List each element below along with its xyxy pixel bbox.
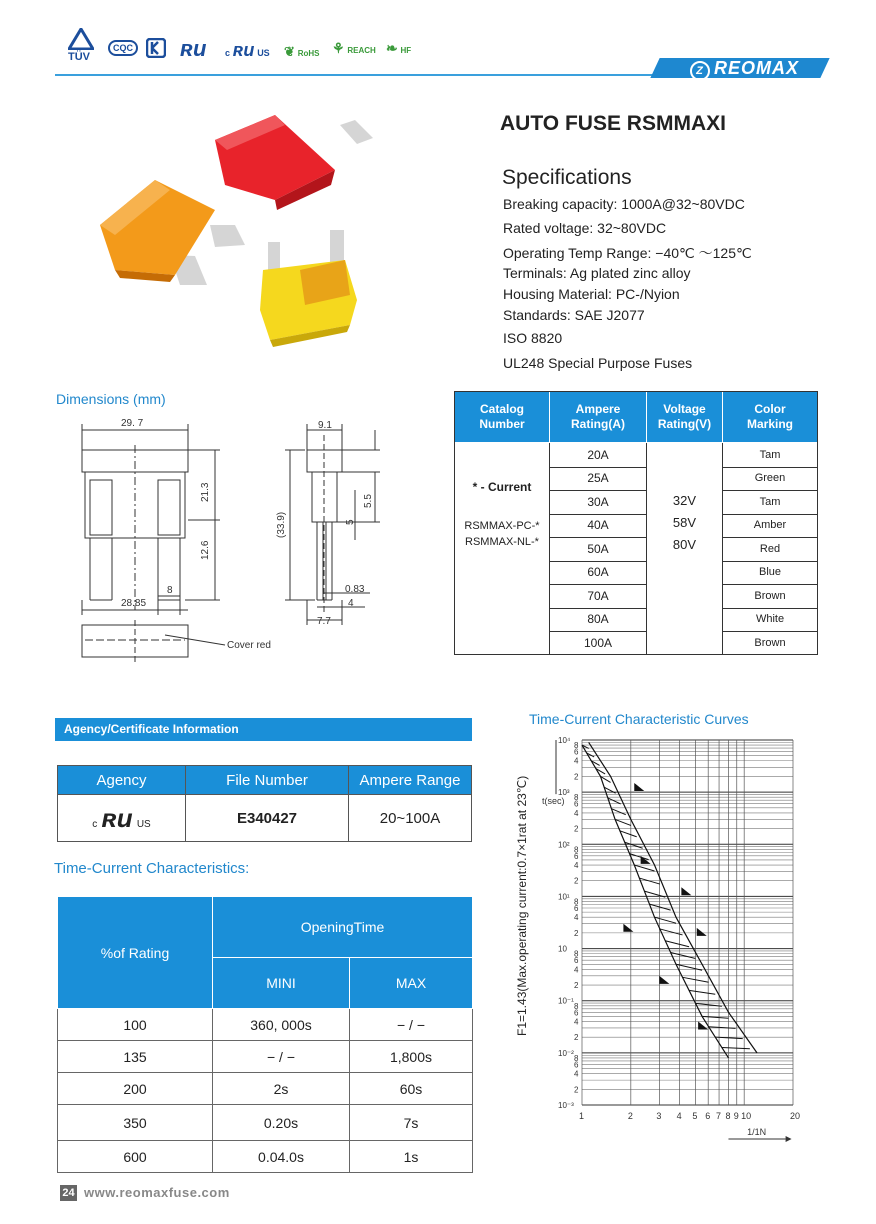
agency-table: [57, 765, 472, 842]
y-tick-label: 10²: [558, 840, 570, 850]
catalog-ampere-cell: 30A: [587, 494, 609, 509]
x-tick-label: 3: [656, 1111, 662, 1121]
agency-header: Agency: [58, 766, 186, 795]
opening-time-header: [213, 897, 473, 958]
chart-title: Time-Current Characteristic Curves: [529, 711, 749, 727]
tuv-label: TÜV: [68, 51, 90, 63]
kc-icon: [146, 38, 166, 61]
catalog-current-label: * - Current: [472, 480, 532, 494]
tc-min-cell: 360, 000s: [213, 1009, 350, 1041]
footer-url: www.reomaxfuse.com: [84, 1185, 230, 1200]
spec-iso: ISO 8820: [503, 330, 563, 346]
curve-marker-icon: [634, 783, 644, 791]
y-minor-tick-label: 4: [574, 808, 579, 818]
dim-side-5-5: 5.5: [363, 494, 374, 508]
tc-row: [58, 1073, 473, 1105]
spec-housing-material: Housing Material: PC-/Nyion: [503, 286, 680, 302]
spec-standards: Standards: SAE J2077: [503, 307, 645, 323]
max-header: MAX: [350, 958, 473, 1009]
spec-terminals: Terminals: Ag plated zinc alloy: [503, 265, 691, 281]
catalog-color-cell: Amber: [753, 519, 787, 532]
catalog-color-cell: Brown: [754, 589, 786, 602]
agency-ul-prefix: c: [92, 818, 98, 830]
hf-logo: [386, 40, 411, 57]
hatch-line: [634, 865, 654, 871]
tc-rating-cell: 100: [58, 1009, 213, 1041]
tuv-triangle-icon: [68, 28, 94, 50]
catalog-ampere-cell: 20A: [587, 447, 609, 462]
dim-cover-note: Cover red: [227, 640, 271, 651]
catalog-ampere-cell: 60A: [587, 565, 609, 580]
y-tick-label: 10¹: [558, 892, 570, 902]
y-tick-label: 10⁻¹: [558, 996, 574, 1006]
catalog-color-cell: Green: [754, 472, 786, 485]
time-current-chart: [510, 728, 810, 1148]
ampere-range-value: 20~100A: [349, 795, 472, 842]
y-minor-tick-label: 4: [574, 861, 579, 871]
catalog-model-nl: RSMMAX-NL-*: [465, 536, 539, 548]
y-minor-tick-label: 2: [574, 981, 579, 991]
cqc-logo: [108, 40, 138, 56]
time-label: Time: [353, 919, 385, 935]
catalog-ampere-cell: 100A: [583, 635, 613, 650]
y-minor-tick-label: 6: [574, 799, 579, 809]
rohs-label: RoHS: [297, 49, 320, 58]
y-minor-tick-label: 8: [574, 793, 579, 803]
catalog-voltage-58: 58V: [672, 514, 697, 530]
tc-rating-cell: 135: [58, 1041, 213, 1073]
tc-rating-cell: 350: [58, 1105, 213, 1141]
sprout-icon: ⚘: [332, 40, 345, 56]
y-minor-tick-label: 8: [574, 1001, 579, 1011]
y-minor-tick-label: 2: [574, 772, 579, 782]
y-minor-tick-label: 4: [574, 1017, 579, 1027]
y-minor-tick-label: 8: [574, 845, 579, 855]
y-minor-tick-label: 2: [574, 1085, 579, 1095]
tc-row: [58, 1009, 473, 1041]
rohs-logo: [284, 44, 319, 60]
cul-us-logo: [225, 40, 270, 61]
hatch-line: [660, 929, 683, 935]
x-tick-label: 9: [733, 1111, 739, 1121]
brand-logo: [690, 58, 799, 81]
y-minor-tick-label: 2: [574, 928, 579, 938]
file-number-value: E340427: [186, 795, 349, 842]
file-number-header: File Number: [186, 766, 349, 795]
page-number: 24: [60, 1185, 77, 1201]
spec-rated-voltage: Rated voltage: 32~80VDC: [503, 220, 667, 236]
y-minor-tick-label: 2: [574, 1033, 579, 1043]
yellow-fuse-image: [260, 230, 357, 347]
hatch-line: [629, 854, 648, 860]
hatch-line: [639, 878, 660, 884]
curve-marker-icon: [681, 887, 691, 895]
y-unit-label: t(sec): [542, 796, 565, 807]
x-tick-label: 6: [705, 1111, 711, 1121]
agency-ul-suffix: US: [136, 818, 151, 830]
rating-header: %of Rating: [58, 897, 213, 1009]
spec-breaking-capacity: Breaking capacity: 1000A@32~80VDC: [503, 196, 745, 212]
tc-table-title: Time-Current Characteristics:: [54, 860, 250, 877]
y-tick-label: 10⁴: [558, 736, 571, 745]
y-minor-tick-label: 8: [574, 897, 579, 907]
reach-label: REACH: [347, 46, 376, 55]
spec-ul248: UL248 Special Purpose Fuses: [503, 355, 693, 371]
red-fuse-image: [215, 115, 373, 210]
dimensions-title: Dimensions (mm): [56, 391, 166, 407]
dim-side-width: 9.1: [318, 420, 332, 431]
y-minor-tick-label: 8: [574, 949, 579, 959]
agency-section-bar: Agency/Certificate Information: [55, 718, 472, 741]
header-rule: [55, 74, 655, 76]
x-tick-label: 7: [716, 1111, 722, 1121]
curve-marker-icon: [697, 928, 707, 936]
y-tick-label: 10⁻²: [558, 1048, 574, 1058]
tc-max-cell: 60s: [350, 1073, 473, 1105]
min-header: MINI: [213, 958, 350, 1009]
tc-min-cell: 0.04.0s: [213, 1141, 350, 1173]
tc-min-cell: − / −: [213, 1041, 350, 1073]
tc-min-cell: 2s: [213, 1073, 350, 1105]
catalog-header-voltage: Voltage Rating(V): [647, 392, 722, 442]
y-minor-tick-label: 6: [574, 851, 579, 861]
y-minor-tick-label: 2: [574, 876, 579, 886]
tc-max-cell: 1s: [350, 1141, 473, 1173]
catalog-ampere-cell: 70A: [587, 588, 609, 603]
catalog-color-cell: Blue: [758, 566, 782, 579]
tc-rows: [58, 1009, 473, 1173]
tuv-logo: [68, 28, 94, 63]
y-minor-tick-label: 6: [574, 1060, 579, 1070]
y-minor-tick-label: 2: [574, 824, 579, 834]
ampere-range-header: Ampere Range: [349, 766, 472, 795]
cul-prefix: c: [225, 48, 231, 58]
catalog-model-pc: RSMMAX-PC-*: [464, 520, 540, 532]
catalog-ampere-cell: 40A: [587, 518, 609, 533]
cul-mark: ʀu: [232, 40, 255, 60]
catalog-header-number: Catalog Number: [455, 392, 549, 442]
x-tick-label: 8: [725, 1111, 731, 1121]
dim-side-5: 5: [345, 519, 356, 525]
dim-side-height: (33.9): [276, 511, 287, 538]
dim-top-width: 29. 7: [121, 418, 144, 429]
dim-bottom-width: 28.85: [121, 598, 147, 609]
opening-label: Opening: [300, 919, 354, 935]
product-title: AUTO FUSE RSMMAXI: [500, 112, 726, 135]
y-minor-tick-label: 8: [574, 1053, 579, 1063]
specifications-heading: Specifications: [502, 166, 632, 189]
x-tick-label: 5: [692, 1111, 698, 1121]
hatch-line: [689, 990, 715, 994]
hatch-line: [655, 917, 677, 923]
x-tick-label: 1: [579, 1111, 585, 1121]
hatch-line: [649, 904, 670, 910]
tc-rating-cell: 200: [58, 1073, 213, 1105]
dim-tab-width: 8: [167, 585, 173, 596]
reach-logo: [332, 40, 376, 57]
hatch-line: [722, 1048, 750, 1049]
catalog-color-cell: Tam: [759, 495, 781, 508]
catalog-voltage-32: 32V: [672, 492, 697, 508]
spec-operating-temp: Operating Temp Range: −40℃ ～125℃: [503, 245, 752, 261]
agency-ul-logo: [58, 795, 186, 842]
dim-side-0-83: 0.83: [345, 584, 365, 595]
hatch-line: [665, 941, 689, 947]
x-axis-arrowhead: [786, 1136, 792, 1142]
dim-height-lower: 12.6: [200, 540, 211, 560]
tc-row: [58, 1141, 473, 1173]
tc-row: [58, 1041, 473, 1073]
y-minor-tick-label: 4: [574, 913, 579, 923]
dim-side-4: 4: [348, 598, 354, 609]
y-minor-tick-label: 4: [574, 965, 579, 975]
y-minor-tick-label: 6: [574, 747, 579, 757]
x-unit-label: 1/1N: [747, 1127, 767, 1137]
tc-table: [57, 896, 473, 1173]
catalog-ampere-cell: 25A: [587, 471, 609, 486]
y-minor-tick-label: 6: [574, 903, 579, 913]
catalog-color-cell: Red: [759, 542, 781, 555]
curve-series-2: [589, 742, 757, 1053]
catalog-voltage-80: 80V: [672, 536, 697, 552]
fuse-product-photo: [95, 110, 375, 350]
tc-max-cell: − / −: [350, 1009, 473, 1041]
y-tick-label: 10: [558, 944, 567, 954]
leaf-icon: ❦: [284, 44, 295, 59]
catalog-ampere-cell: 80A: [587, 612, 609, 627]
catalog-header-ampere: Ampere Rating(A): [550, 392, 646, 442]
x-tick-label: 20: [790, 1111, 801, 1121]
y-minor-tick-label: 8: [574, 741, 579, 751]
y-minor-tick-label: 4: [574, 1069, 579, 1079]
x-tick-label: 4: [676, 1111, 682, 1121]
catalog-ampere-cell: 50A: [587, 541, 609, 556]
tc-max-cell: 7s: [350, 1105, 473, 1141]
orange-fuse-image: [100, 180, 245, 285]
y-minor-tick-label: 4: [574, 756, 579, 766]
tc-min-cell: 0.20s: [213, 1105, 350, 1141]
catalog-color-cell: Tam: [759, 448, 781, 461]
curve-marker-icon: [623, 924, 633, 932]
dim-height-upper: 21.3: [200, 482, 211, 502]
ul-recognized-icon: ʀu: [180, 36, 207, 61]
y-minor-tick-label: 6: [574, 1008, 579, 1018]
dimension-drawing: [55, 410, 395, 670]
tc-row: [58, 1105, 473, 1141]
x-tick-label: 2: [627, 1111, 633, 1121]
cqc-label: CQC: [108, 40, 138, 56]
tc-rating-cell: 600: [58, 1141, 213, 1173]
y-tick-label: 10³: [558, 788, 570, 798]
catalog-header-color: Color Marking: [723, 392, 817, 442]
ul-mark-icon: ʀu: [101, 802, 133, 833]
brand-emblem-icon: Z: [690, 61, 710, 81]
curve-marker-icon: [659, 976, 669, 984]
tc-max-cell: 1,800s: [350, 1041, 473, 1073]
dim-side-7-7: 7.7: [317, 616, 331, 627]
hf-label: HF: [400, 46, 412, 55]
catalog-color-cell: White: [755, 613, 785, 626]
catalog-color-cell: Brown: [754, 636, 786, 649]
leaf-icon: ❧: [386, 40, 398, 56]
y-minor-tick-label: 6: [574, 956, 579, 966]
y-tick-label: 10⁻³: [558, 1101, 574, 1110]
brand-name: REOMAX: [714, 58, 800, 78]
x-tick-label: 10: [741, 1111, 752, 1121]
cul-suffix: US: [257, 48, 270, 58]
y-axis-label: F1=1.43(Max.operating current:0.7×1rat at 23℃): [515, 775, 529, 1036]
